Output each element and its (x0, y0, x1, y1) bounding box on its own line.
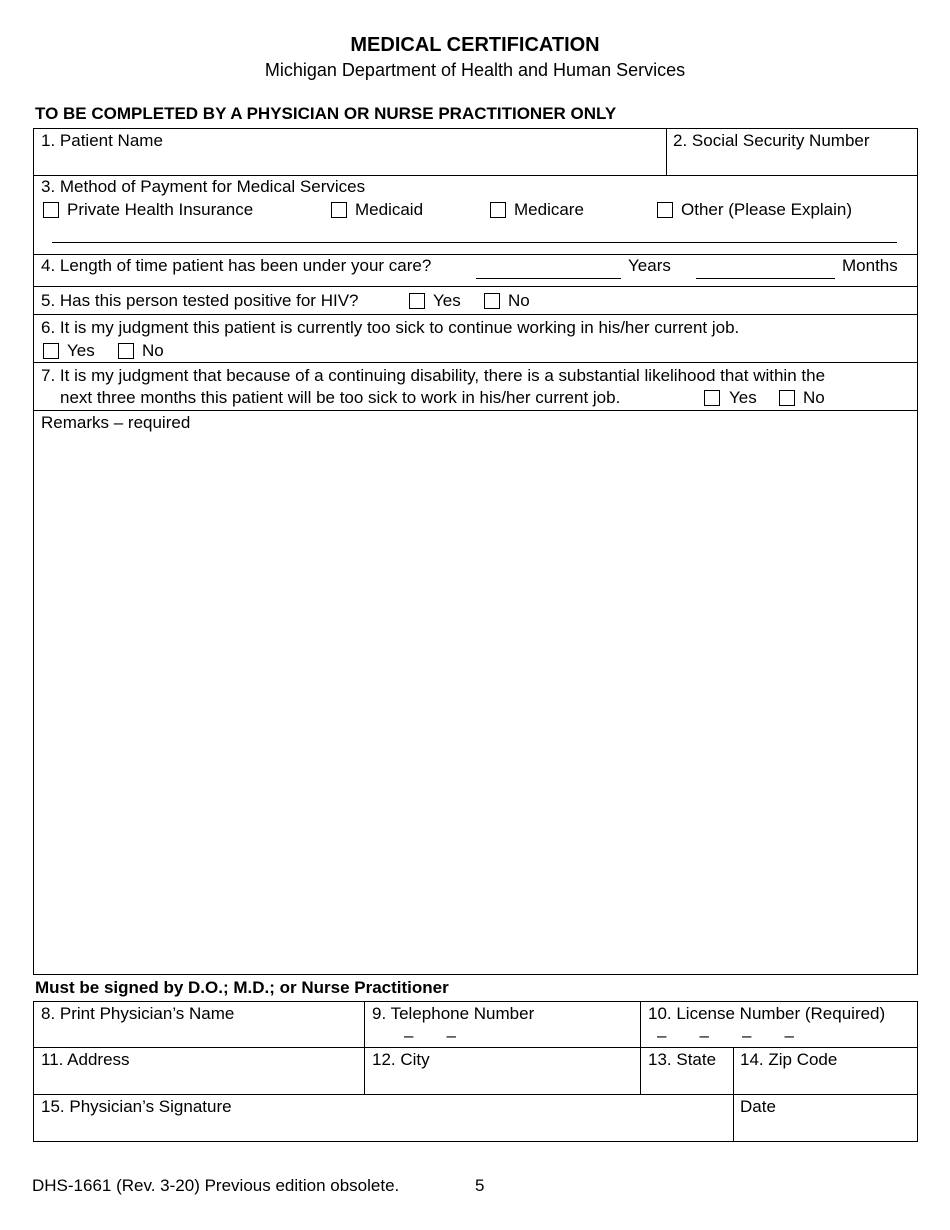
telephone-field[interactable] (370, 1024, 635, 1044)
medicare-label: Medicare (514, 200, 584, 219)
row-divider (33, 1094, 918, 1095)
q7-yes-label: Yes (729, 388, 757, 407)
ssn-field[interactable] (673, 150, 913, 172)
care-length-label: 4. Length of time patient has been under your care? (41, 256, 432, 275)
address-label: 11. Address (41, 1050, 130, 1069)
payment-method-label: 3. Method of Payment for Medical Services (41, 177, 366, 196)
q6-no-label: No (142, 341, 164, 360)
city-field[interactable] (370, 1070, 635, 1090)
remarks-textarea[interactable] (36, 436, 914, 971)
other-payment-label: Other (Please Explain) (681, 200, 853, 219)
divider (640, 1001, 641, 1095)
patient-name-field[interactable] (42, 150, 662, 172)
medicare-checkbox[interactable] (490, 202, 506, 218)
patient-name-label: 1. Patient Name (41, 131, 163, 150)
form-identifier: DHS-1661 (Rev. 3-20) Previous edition obsolete. (32, 1176, 400, 1195)
physician-name-field[interactable] (41, 1024, 359, 1044)
divider (666, 128, 667, 176)
signature-label: 15. Physician’s Signature (41, 1097, 232, 1116)
months-field[interactable] (696, 278, 835, 279)
page-number: 5 (475, 1176, 485, 1195)
q7-no-checkbox[interactable] (779, 390, 795, 406)
q7-no-label: No (803, 388, 825, 407)
date-label: Date (740, 1097, 776, 1116)
divider (364, 1001, 365, 1095)
hiv-label: 5. Has this person tested positive for HIV? (41, 291, 359, 310)
signature-field[interactable] (41, 1117, 727, 1138)
other-explain-line[interactable] (52, 242, 897, 243)
row-divider (33, 314, 918, 315)
physician-name-label: 8. Print Physician’s Name (41, 1004, 235, 1023)
years-label: Years (628, 256, 671, 275)
form-subtitle: Michigan Department of Health and Human Services (264, 60, 686, 80)
hiv-yes-checkbox[interactable] (409, 293, 425, 309)
private-insurance-label: Private Health Insurance (67, 200, 254, 219)
license-label: 10. License Number (Required) (648, 1004, 886, 1023)
telephone-dashes: – – (404, 1026, 456, 1045)
row-divider (33, 362, 918, 363)
license-field[interactable] (646, 1024, 914, 1044)
q6-yes-label: Yes (67, 341, 95, 360)
row-divider (33, 254, 918, 255)
state-label: 13. State (648, 1050, 717, 1069)
section1-heading: TO BE COMPLETED BY A PHYSICIAN OR NURSE PRACTITIONER ONLY (35, 104, 617, 123)
zip-label: 14. Zip Code (740, 1050, 838, 1069)
divider (733, 1047, 734, 1142)
city-label: 12. City (372, 1050, 430, 1069)
row-divider (33, 410, 918, 411)
q7-label-line1: 7. It is my judgment that because of a continuing disability, there is a substantial likelihood that within the (41, 366, 826, 385)
q6-label: 6. It is my judgment this patient is currently too sick to continue working in his/her current job. (41, 318, 740, 337)
license-dashes: – – – – (657, 1026, 795, 1045)
other-payment-checkbox[interactable] (657, 202, 673, 218)
q6-no-checkbox[interactable] (118, 343, 134, 359)
row-divider (33, 175, 918, 176)
row-divider (33, 286, 918, 287)
zip-field[interactable] (739, 1070, 914, 1090)
ssn-label: 2. Social Security Number (673, 131, 870, 150)
hiv-no-label: No (508, 291, 530, 310)
address-field[interactable] (41, 1070, 359, 1090)
months-label: Months (842, 256, 898, 275)
q7-label-line2: next three months this patient will be too sick to work in his/her current job. (60, 388, 621, 407)
medicaid-label: Medicaid (355, 200, 424, 219)
telephone-label: 9. Telephone Number (372, 1004, 535, 1023)
state-field[interactable] (646, 1070, 729, 1090)
remarks-label: Remarks – required (41, 413, 191, 432)
q7-yes-checkbox[interactable] (704, 390, 720, 406)
hiv-yes-label: Yes (433, 291, 461, 310)
q6-yes-checkbox[interactable] (43, 343, 59, 359)
hiv-no-checkbox[interactable] (484, 293, 500, 309)
date-field[interactable] (739, 1117, 914, 1138)
medicaid-checkbox[interactable] (331, 202, 347, 218)
form-title: MEDICAL CERTIFICATION (350, 34, 600, 56)
years-field[interactable] (476, 278, 621, 279)
private-insurance-checkbox[interactable] (43, 202, 59, 218)
row-divider (33, 1047, 918, 1048)
section2-heading: Must be signed by D.O.; M.D.; or Nurse Practitioner (35, 978, 449, 997)
